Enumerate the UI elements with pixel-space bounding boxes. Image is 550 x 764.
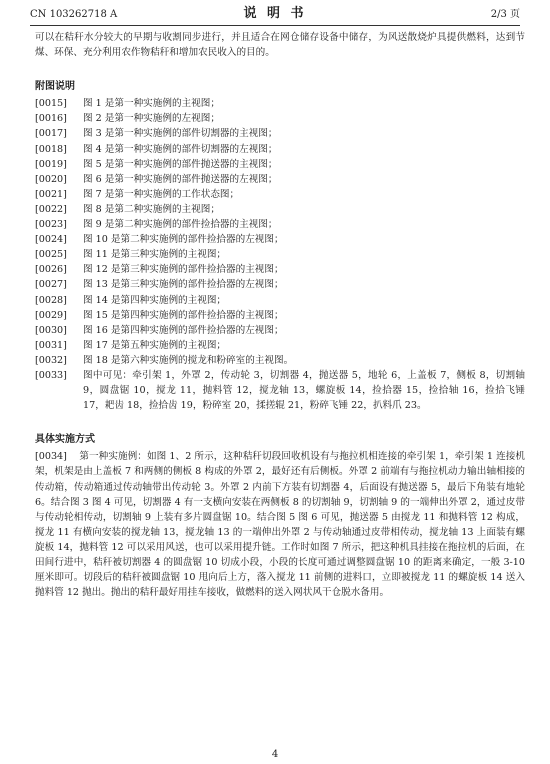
paragraph-number: [0033] [35,369,67,381]
figure-paragraph [35,232,525,247]
page-info: 2/3 页 [490,9,520,20]
paragraph-text: 图 10 是第二种实施例的部件捡拾器的左视图； [83,234,284,246]
paragraph-text: 图 2 是第一种实施例的左视图； [83,113,220,125]
figure-paragraph [35,293,525,308]
paragraph-number: [0025] [35,249,67,261]
paragraph-text: 图 13 是第三种实施例的部件捡拾器的左视图； [83,279,284,291]
figure-paragraph [35,187,525,202]
intro-paragraph: 可以在秸秆水分较大的早期与收割同步进行，并且适合在网仓储存设备中储存，为风送散烧炉具提供燃料，达到节煤、环保、充分利用农作物秸秆和增加农民收入的目的。 [35,32,525,59]
document-type-title: 说 明 书 [243,6,307,21]
figure-paragraph [35,217,525,232]
paragraph-text: 图 1 是第一种实施例的主视图； [83,98,220,110]
paragraph-number: [0020] [35,173,67,185]
paragraph-number: [0032] [35,354,67,366]
paragraph-number: [0022] [35,203,67,215]
paragraph-text: 图 3 是第一种实施例的部件切割器的主视图； [83,128,278,140]
paragraph-number: [0023] [35,219,67,231]
figures-section-title: 附图说明 [35,81,75,93]
patent-number: CN 103262718 A [30,9,118,20]
figure-paragraph [35,277,525,292]
paragraph-text: 图中可见：牵引架 1，外罩 2，传动轮 3，切割器 4，抛送器 5，地轮 6，上盖板 7，侧板 8，切割轴 9，圆盘锯 10，搅龙 11，抛料管 12，搅龙轴 13，螺旋板 14，捡拾器 15，捡拾轴 16，捡拾飞锤 17，耙齿 18，捡拾齿 19，粉碎室 20，揉搓辊 21，粉碎飞锤 22，扒料爪 23。 [83,369,525,412]
figure-paragraph [35,126,525,141]
figure-paragraph [35,262,525,277]
paragraph-number: [0029] [35,309,67,321]
paragraph-number: [0018] [35,143,67,155]
figure-paragraph [35,111,525,126]
paragraph-text: 图 12 是第三种实施例的部件捡拾器的主视图； [83,264,284,276]
figure-paragraph [35,323,525,338]
paragraph-number: [0034] [35,451,67,463]
paragraph-number: [0019] [35,158,67,170]
paragraph-text: 图 9 是第二种实施例的部件捡拾器的主视图； [83,219,278,231]
paragraph-number: [0021] [35,188,67,200]
paragraph-text: 图 11 是第三种实施例的主视图； [83,249,227,261]
figure-paragraph [35,142,525,157]
paragraph-text: 图 16 是第四种实施例的部件捡拾器的左视图； [83,324,284,336]
page-header [30,6,520,24]
paragraph-text: 第一种实施例：如图 1、2 所示，这种秸秆切段回收机设有与拖拉机相连接的牵引架 1，牵引架 1 连接机架，机架是由上盖板 7 和两侧的侧板 8 构成的外罩 2，最好还有后侧板。外罩 2 前端有与拖拉机动力输出轴相接的传动箱，传动箱通过传动轴带出传动轮 3。外罩 2 内前下方装有切割器 4，后面设有抛送器 5，最后下角装有地轮 6。结合图 3 图 4 可见，切割器 4 有一支横向安装在两侧板 8 的切割轴 9，切割轴 9 的一端伸出外罩 2，通过皮带与传动轮相传动，切割轴 9 上装有多片圆盘锯 10。结合图 5 图 6 可见，抛送器 5 由搅龙 11 和抛料管 12 构成，搅龙 11 有横向安装的搅龙轴 13，搅龙轴 13 的一端伸出外罩 2 与传动轴通过皮带相传动，搅龙轴 13 上面装有螺旋板 14，抛料管 12 可以采用风送，也可以采用提升链。工作时如图 7 所示，把这种机具挂接在拖拉机的后面，在田间行进中，秸秆被切割器 4 的圆盘锯 10 切成小段，小段的长度可通过调整圆盘锯 10 的距离来确定，一般 3-10 厘米即可。切段后的秸秆被圆盘锯 10 甩向后上方，落入搅龙 11 前侧的进料口，立即被搅龙 11 的螺旋板 14 送入抛料管 12 抛出。抛出的秸秆最好用挂车接收，做燃料的送入网状风干仓脱水备用。 [35,451,525,599]
header-divider [30,25,520,26]
paragraph-text: 图 18 是第六种实施例的搅龙和粉碎室的主视图。 [83,354,294,366]
figure-paragraph [35,172,525,187]
paragraph-number: [0027] [35,279,67,291]
figure-paragraph [35,202,525,217]
figure-paragraph [35,338,525,353]
paragraph-number: [0026] [35,264,67,276]
embodiment-section-title: 具体实施方式 [35,434,95,446]
paragraph-text: 图 14 是第四种实施例的主视图； [83,294,227,306]
paragraph-text: 图 17 是第五种实施例的主视图； [83,339,227,351]
embodiment-paragraph [35,449,525,600]
paragraph-number: [0017] [35,128,67,140]
paragraph-text: 图 6 是第一种实施例的部件抛送器的左视图； [83,173,278,185]
paragraph-text: 图 5 是第一种实施例的部件抛送器的主视图； [83,158,278,170]
figure-paragraph [35,247,525,262]
page-number: 4 [271,749,279,760]
paragraph-text: 图 15 是第四种实施例的部件捡拾器的主视图； [83,309,284,321]
paragraph-text: 图 8 是第二种实施例的主视图； [83,203,220,215]
paragraph-number: [0015] [35,98,67,110]
paragraph-number: [0030] [35,324,67,336]
figure-paragraph [35,96,525,111]
paragraph-number: [0016] [35,113,67,125]
page-content [35,30,525,600]
figures-list [35,96,525,413]
paragraph-number: [0024] [35,234,67,246]
paragraph-number: [0028] [35,294,67,306]
paragraph-number: [0031] [35,339,67,351]
figure-paragraph [35,308,525,323]
figure-paragraph [35,157,525,172]
paragraph-text: 图 7 是第一种实施例的工作状态图； [83,188,240,200]
figure-paragraph [35,353,525,368]
paragraph-text: 图 4 是第一种实施例的部件切割器的左视图； [83,143,278,155]
figure-paragraph [35,368,525,413]
